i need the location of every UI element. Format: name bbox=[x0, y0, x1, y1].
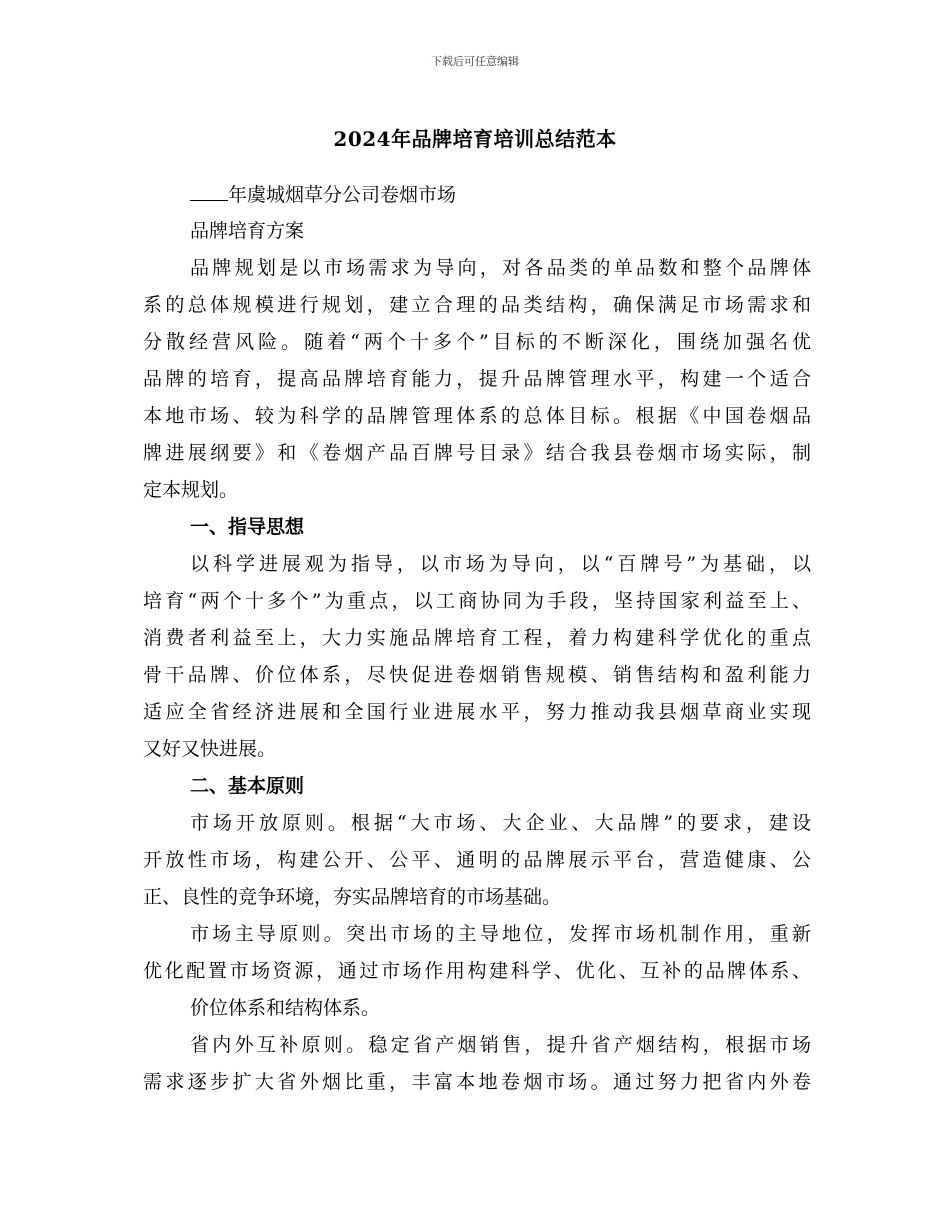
section-heading: 二、基本原则 bbox=[190, 775, 305, 797]
paragraph-line: 品牌规划是以市场需求为导向，对各品类的单品数和整个品牌体 bbox=[190, 257, 811, 279]
paragraph-line: 开放性市场，构建公开、公平、通明的品牌展示平台，营造健康、公 bbox=[143, 849, 811, 871]
paragraph-line: 牌进展纲要》和《卷烟产品百牌号目录》结合我县卷烟市场实际，制 bbox=[143, 442, 811, 464]
paragraph-line: 又好又快进展。 bbox=[143, 738, 277, 760]
paragraph-line: 品牌培育方案 bbox=[190, 220, 305, 242]
line-text: 年虞城烟草分公司卷烟市场 bbox=[228, 184, 457, 206]
paragraph-line: 品牌的培育，提高品牌培育能力，提升品牌管理水平，构建一个适合 bbox=[143, 368, 811, 390]
section-heading: 一、指导思想 bbox=[190, 516, 305, 538]
document-title: 2024年品牌培育培训总结范本 bbox=[333, 127, 617, 151]
paragraph-line: 定本规划。 bbox=[143, 479, 239, 501]
paragraph-line: 需求逐步扩大省外烟比重，丰富本地卷烟市场。通过努力把省内外卷 bbox=[143, 1071, 811, 1093]
paragraph-line: 分散经营风险。随着“两个十多个”目标的不断深化，围绕加强名优 bbox=[143, 331, 811, 353]
paragraph-line: 本地市场、较为科学的品牌管理体系的总体目标。根据《中国卷烟品 bbox=[143, 405, 811, 427]
paragraph-line: 价位体系和结构体系。 bbox=[190, 997, 381, 1019]
fill-in-blank bbox=[190, 176, 228, 201]
paragraph-line: 消费者利益至上，大力实施品牌培育工程，着力构建科学优化的重点 bbox=[143, 627, 811, 649]
paragraph-line: 适应全省经济进展和全国行业进展水平，努力推动我县烟草商业实现 bbox=[143, 701, 811, 723]
paragraph-line: 培育“两个十多个”为重点，以工商协同为手段，坚持国家利益至上、 bbox=[143, 590, 811, 612]
paragraph-line: 市场开放原则。根据“大市场、大企业、大品牌”的要求，建设 bbox=[190, 812, 811, 834]
paragraph-line bbox=[143, 176, 811, 213]
paragraph-line: 正、良性的竞争环境，夯实品牌培育的市场基础。 bbox=[143, 886, 562, 908]
paragraph-line: 系的总体规模进行规划，建立合理的品类结构，确保满足市场需求和 bbox=[143, 294, 811, 316]
paragraph-line: 骨干品牌、价位体系，尽快促进卷烟销售规模、销售结构和盈利能力 bbox=[143, 664, 811, 686]
paragraph-line: 省内外互补原则。稳定省产烟销售，提升省产烟结构，根据市场 bbox=[190, 1034, 811, 1056]
document-body bbox=[143, 176, 811, 1101]
page-header: 下载后可任意编辑 bbox=[431, 55, 519, 68]
paragraph-line: 优化配置市场资源，通过市场作用构建科学、优化、互补的品牌体系、 bbox=[143, 960, 811, 982]
paragraph-line: 以科学进展观为指导，以市场为导向，以“百牌号”为基础，以 bbox=[190, 553, 811, 575]
paragraph-line: 市场主导原则。突出市场的主导地位，发挥市场机制作用，重新 bbox=[190, 923, 811, 945]
